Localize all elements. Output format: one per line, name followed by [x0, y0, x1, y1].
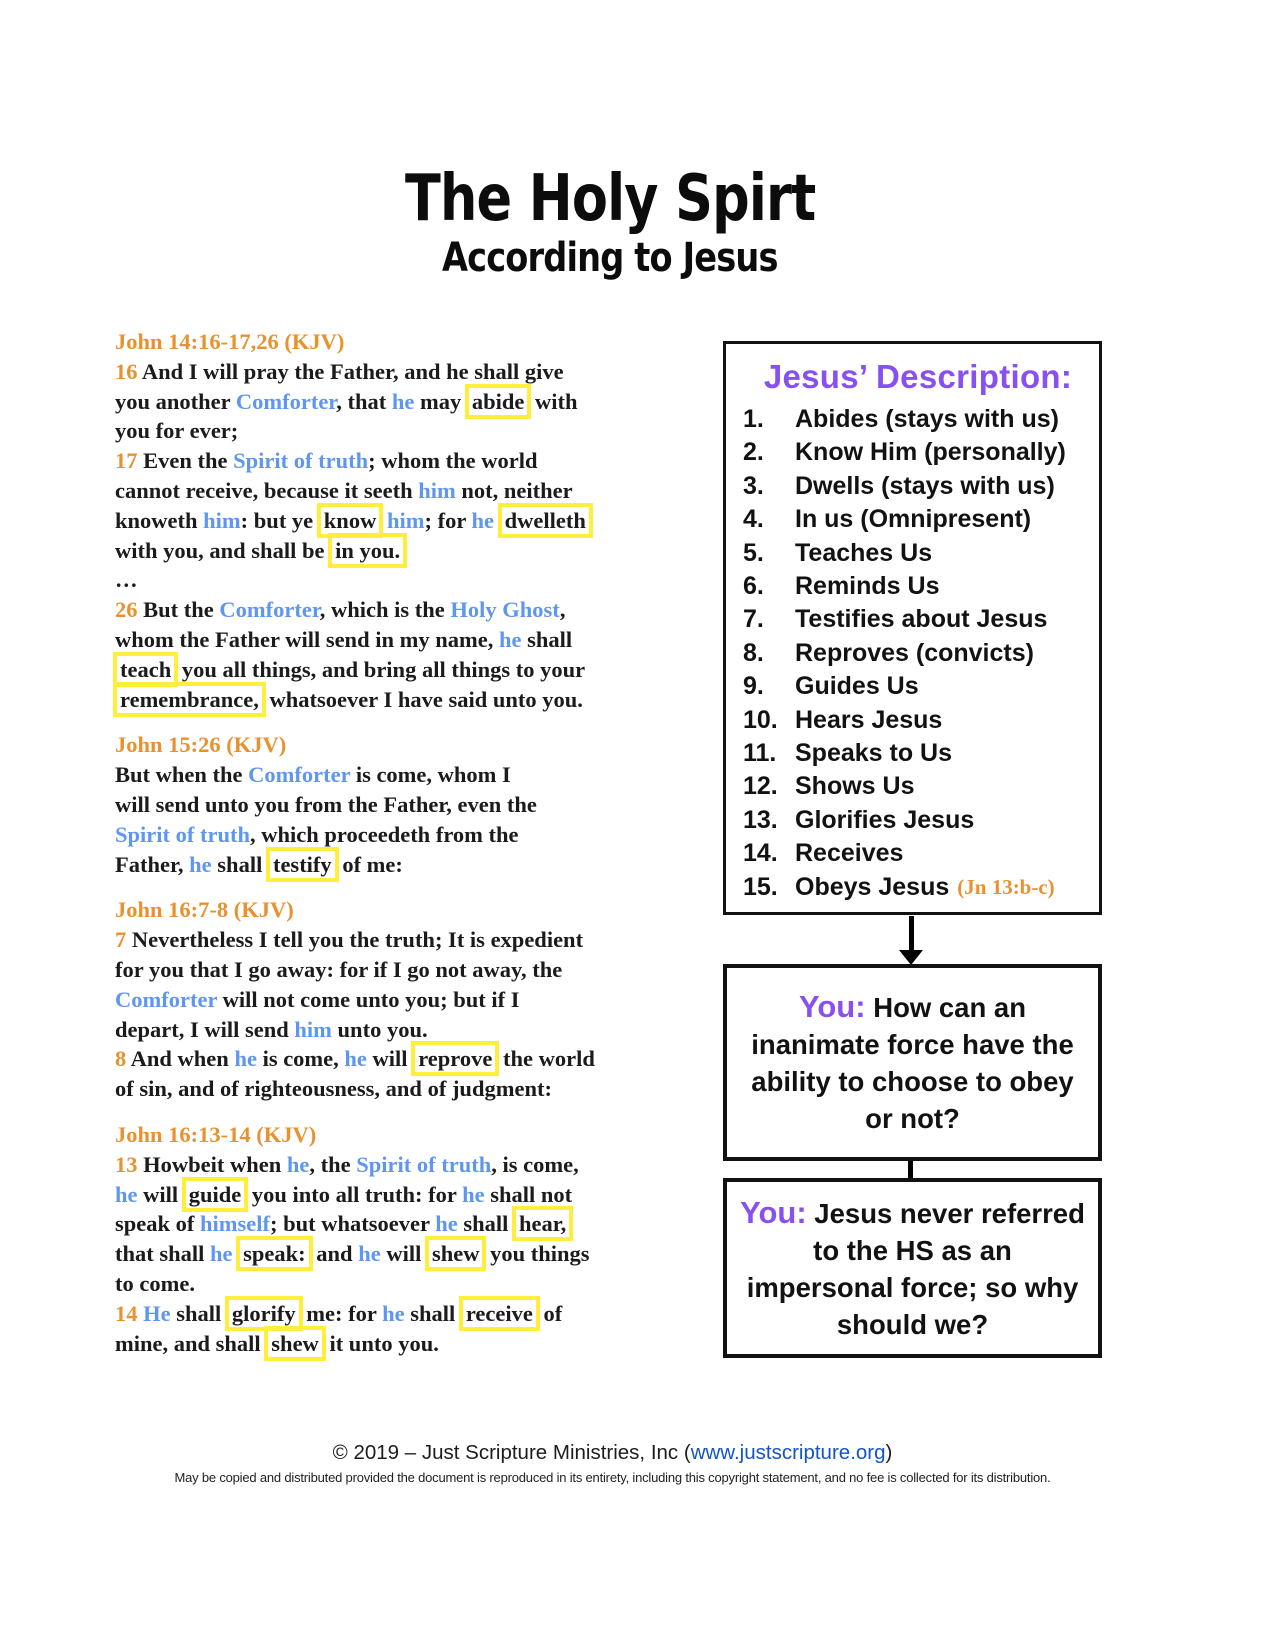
- spirit-term: he: [358, 1241, 381, 1267]
- verse-line: [115, 1074, 650, 1104]
- you-statement-box: [723, 1178, 1102, 1358]
- verse-section: [115, 895, 650, 1104]
- item-text: Testifies about Jesus: [795, 605, 1048, 634]
- you-label: You:: [740, 1194, 807, 1230]
- highlighted-word: reprove: [411, 1041, 499, 1076]
- verse-text: shall: [521, 626, 573, 652]
- item-number: 1.: [743, 405, 764, 433]
- verse-line: [115, 1044, 650, 1074]
- verse-text: : but ye: [240, 507, 319, 533]
- verse-text: you all things, and bring all things to your: [176, 656, 586, 682]
- verse-text: of: [537, 1300, 563, 1326]
- description-item: [743, 403, 1093, 436]
- verse-text: me: for: [300, 1300, 383, 1326]
- spirit-term: Holy Ghost: [450, 597, 560, 623]
- flow-down-arrow-icon: [898, 916, 924, 965]
- item-text: Dwells (stays with us): [795, 471, 1055, 500]
- verse-section: [115, 327, 650, 714]
- verse-line: [115, 1239, 650, 1269]
- distribution-note: May be copied and distributed provided the document is reproduced in its entirety, including this copyright statement, and no fee is collected for its distribution.: [174, 1470, 1051, 1485]
- copyright-suffix: ): [885, 1441, 893, 1464]
- spirit-term: he: [498, 626, 522, 652]
- verse-text: will send unto you from the Father, even the: [115, 791, 537, 817]
- item-text: Teaches Us: [795, 538, 933, 567]
- verse-reference-heading: John 15:26 (KJV): [115, 732, 287, 758]
- you-statement-text: Jesus never referred to the HS as an impersonal force; so why should we?: [746, 1197, 1085, 1340]
- footer: [0, 1441, 1225, 1485]
- highlighted-word: speak:: [236, 1236, 313, 1271]
- description-item: [743, 804, 1093, 837]
- verse-text: you into all truth: for: [246, 1181, 463, 1207]
- spirit-term: he: [115, 1181, 138, 1207]
- verse-text: whatsoever I have said unto you.: [263, 686, 583, 712]
- verse-text: and: [310, 1241, 359, 1267]
- verse-text: shall not: [484, 1181, 573, 1207]
- verse-text: But when the: [115, 762, 249, 788]
- description-item: [743, 704, 1093, 737]
- verse-text: , which proceedeth from the: [250, 821, 519, 847]
- verse-text: Nevertheless I tell you the truth; It is expedient: [131, 927, 584, 953]
- spirit-term: he: [462, 1181, 485, 1207]
- description-item: [743, 603, 1093, 636]
- verse-text: Howbeit when: [143, 1151, 287, 1177]
- description-item: [743, 637, 1093, 670]
- verse-text: will not come unto you; but if I: [217, 986, 520, 1012]
- verse-number: 14: [115, 1300, 144, 1326]
- verse-text: cannot receive, because it seeth: [115, 477, 419, 503]
- verse-text: is come, whom I: [350, 762, 511, 788]
- description-box-title: Jesus’ Description:: [763, 358, 1073, 395]
- page-subtitle: According to Jesus: [442, 235, 778, 282]
- description-item: [743, 837, 1093, 870]
- verse-section: [115, 730, 650, 879]
- item-number: 13.: [743, 805, 778, 834]
- item-scripture-ref: (Jn 13:b-c): [957, 874, 1055, 899]
- spirit-term: he: [391, 388, 415, 414]
- jesus-description-box: [723, 341, 1102, 915]
- verse-line: [115, 655, 650, 685]
- item-number: 4.: [743, 505, 764, 534]
- verse-text: And when: [130, 1046, 235, 1072]
- description-item: [743, 670, 1093, 703]
- verse-text: it unto you.: [323, 1330, 439, 1356]
- description-item: [743, 537, 1093, 570]
- verse-text: And I will pray the Father, and he shall give: [141, 358, 564, 384]
- highlighted-word: know: [317, 503, 384, 538]
- verse-number: 8: [115, 1046, 131, 1072]
- verse-number: 7: [115, 927, 132, 953]
- spirit-term: himself: [200, 1211, 271, 1237]
- verse-text: the world: [497, 1046, 595, 1072]
- verse-line: [115, 790, 650, 820]
- verse-number: 26: [115, 597, 144, 623]
- spirit-term: him: [203, 507, 241, 533]
- verse-number: 16: [115, 358, 142, 384]
- spirit-term: him: [294, 1016, 332, 1042]
- item-number: 10.: [743, 705, 778, 734]
- verse-text: you another: [115, 388, 236, 414]
- verse-text: with: [529, 388, 578, 414]
- spirit-term: Spirit of truth: [233, 448, 369, 474]
- item-number: 11.: [743, 739, 777, 768]
- verse-line: [115, 476, 650, 506]
- item-text: In us (Omnipresent): [795, 505, 1032, 534]
- verse-line: [115, 625, 650, 655]
- spirit-term: he: [234, 1046, 257, 1072]
- spirit-term: him: [386, 507, 425, 533]
- verse-text: Father,: [115, 851, 190, 877]
- verse-sections: [115, 327, 650, 1374]
- verse-text: , the: [309, 1151, 357, 1177]
- verse-reference-heading: John 16:7-8 (KJV): [115, 897, 294, 923]
- copyright-line: [0, 1441, 1225, 1465]
- verse-text: shall: [404, 1300, 461, 1326]
- verse-text: to come.: [115, 1270, 195, 1296]
- verse-line: [115, 985, 650, 1015]
- item-text: Abides (stays with us): [795, 405, 1059, 433]
- copyright-prefix: © 2019 – Just Scripture Ministries, Inc (: [332, 1441, 691, 1464]
- description-item: [743, 770, 1093, 803]
- verse-text: ,: [559, 597, 566, 623]
- verse-line: [115, 850, 650, 880]
- arrow-head: [899, 950, 923, 965]
- item-number: 2.: [743, 438, 764, 467]
- verse-text: you things: [484, 1241, 590, 1267]
- verse-text: of me:: [336, 851, 403, 877]
- item-number: 7.: [743, 605, 764, 634]
- item-number: 15.: [743, 872, 778, 901]
- verse-text: will: [366, 1046, 414, 1072]
- highlighted-word: receive: [459, 1296, 540, 1331]
- verse-line: [115, 1015, 650, 1045]
- verse-text: may: [414, 388, 467, 414]
- highlighted-word: teach: [113, 652, 178, 687]
- item-number: 5.: [743, 538, 764, 567]
- description-item: [743, 737, 1093, 770]
- verse-line: [115, 1329, 650, 1359]
- spirit-term: he: [435, 1211, 458, 1237]
- verse-text: ; for: [424, 507, 472, 533]
- you-label: You:: [798, 989, 866, 1024]
- verse-text: mine, and shall: [115, 1330, 267, 1356]
- item-text: Obeys Jesus: [795, 872, 950, 901]
- verse-text: shall: [211, 851, 268, 877]
- item-number: 6.: [743, 572, 764, 601]
- verse-line: [115, 536, 650, 566]
- description-list: [743, 403, 1093, 904]
- verse-section: [115, 1120, 650, 1358]
- you-question-box: [723, 964, 1102, 1161]
- verse-reference-heading: John 16:13-14 (KJV): [115, 1121, 317, 1147]
- verse-line: [115, 760, 650, 790]
- verse-text: of sin, and of righteousness, and of judgment:: [115, 1076, 552, 1102]
- item-text: Know Him (personally): [795, 438, 1066, 467]
- verse-line: [115, 1150, 650, 1180]
- item-number: 3.: [743, 471, 764, 500]
- verse-text: ; whom the world: [368, 448, 538, 474]
- page-title: The Holy Spirt: [404, 162, 816, 236]
- verse-line: [115, 925, 650, 955]
- spirit-term: Comforter: [219, 597, 320, 623]
- verse-line: [115, 820, 650, 850]
- verse-line: [115, 565, 650, 595]
- verse-text: whom the Father will send in my name,: [115, 626, 499, 652]
- verse-line: [115, 1269, 650, 1299]
- verse-text: unto you.: [331, 1016, 428, 1042]
- verse-text: Even the: [143, 448, 234, 474]
- verse-text: shall: [170, 1300, 227, 1326]
- verse-reference-heading: John 14:16-17,26 (KJV): [115, 329, 345, 354]
- verse-line: [115, 1299, 650, 1329]
- verse-text: for you that I go away: for if I go not away, the: [115, 956, 563, 982]
- item-text: Shows Us: [795, 772, 915, 801]
- verse-text: is come,: [256, 1046, 345, 1072]
- spirit-term: he: [382, 1300, 405, 1326]
- spirit-term: Comforter: [115, 986, 218, 1012]
- verse-line: [115, 1180, 650, 1210]
- highlighted-word: shew: [264, 1326, 326, 1361]
- verse-text: , that: [336, 388, 392, 414]
- spirit-term: he: [286, 1151, 310, 1177]
- verse-text: , which is the: [319, 597, 451, 623]
- website-link[interactable]: www.justscripture.org: [690, 1441, 886, 1464]
- verse-line: [115, 506, 650, 536]
- verse-line: [115, 955, 650, 985]
- verse-line: [115, 595, 650, 625]
- spirit-term: he: [210, 1241, 233, 1267]
- box-connector-line: [908, 1161, 913, 1178]
- arrow-shaft: [909, 916, 914, 950]
- verse-line: [115, 387, 650, 417]
- verse-text: But the: [143, 597, 220, 623]
- verse-text: with you, and shall be: [115, 537, 331, 563]
- verse-line: [115, 416, 650, 446]
- spirit-term: he: [344, 1046, 367, 1072]
- item-number: 8.: [743, 638, 764, 667]
- item-text: Reminds Us: [795, 572, 940, 601]
- highlighted-word: remembrance,: [113, 682, 266, 717]
- item-text: Guides Us: [795, 672, 919, 701]
- item-text: Receives: [795, 839, 904, 868]
- item-text: Glorifies Jesus: [795, 805, 975, 834]
- verse-line: [115, 685, 650, 715]
- highlighted-word: in you.: [328, 533, 407, 568]
- spirit-term: him: [418, 477, 456, 503]
- verse-text: ; but whatsoever: [270, 1211, 436, 1237]
- verse-text: will: [380, 1241, 427, 1267]
- item-text: Hears Jesus: [795, 705, 943, 734]
- verse-line: [115, 357, 650, 387]
- description-item: [743, 570, 1093, 603]
- title-block: [0, 162, 1220, 282]
- you-question-text: How can an inanimate force have the ability to choose to obey or not?: [751, 992, 1074, 1134]
- verse-line: [115, 1209, 650, 1239]
- highlighted-word: testify: [266, 847, 339, 882]
- highlighted-word: shew: [425, 1236, 487, 1271]
- spirit-term: Spirit of truth: [356, 1151, 492, 1177]
- highlighted-word: abide: [465, 384, 532, 419]
- description-item: [743, 470, 1093, 503]
- verse-text: that shall: [115, 1241, 211, 1267]
- spirit-term: he: [189, 851, 212, 877]
- verse-text: shall: [457, 1211, 514, 1237]
- item-text: Speaks to Us: [795, 739, 953, 768]
- verse-number: 17: [115, 448, 144, 474]
- spirit-term: he: [471, 507, 495, 533]
- description-item: [743, 871, 1093, 904]
- spirit-term: Comforter: [235, 388, 337, 414]
- verse-text: will: [137, 1181, 184, 1207]
- item-text: Reproves (convicts): [795, 638, 1034, 667]
- item-number: 12.: [743, 772, 778, 801]
- verse-line: [115, 446, 650, 476]
- verse-text: speak of: [115, 1211, 201, 1237]
- spirit-term: Comforter: [248, 762, 351, 788]
- verse-number: 13: [115, 1151, 144, 1177]
- spirit-term: He: [143, 1300, 171, 1326]
- description-item: [743, 436, 1093, 469]
- highlighted-word: hear,: [512, 1206, 573, 1241]
- verse-text: , is come,: [491, 1151, 579, 1177]
- verse-text: knoweth: [115, 507, 204, 533]
- verse-text: …: [115, 567, 138, 593]
- item-number: 9.: [743, 672, 764, 701]
- highlighted-word: glorify: [225, 1296, 303, 1331]
- highlighted-word: dwelleth: [498, 503, 593, 538]
- verse-text: depart, I will send: [115, 1016, 295, 1042]
- item-number: 14.: [743, 839, 778, 868]
- description-item: [743, 503, 1093, 536]
- spirit-term: Spirit of truth: [115, 821, 250, 847]
- highlighted-word: guide: [182, 1177, 249, 1212]
- verse-text: you for ever;: [115, 418, 239, 444]
- verse-text: not, neither: [455, 477, 573, 503]
